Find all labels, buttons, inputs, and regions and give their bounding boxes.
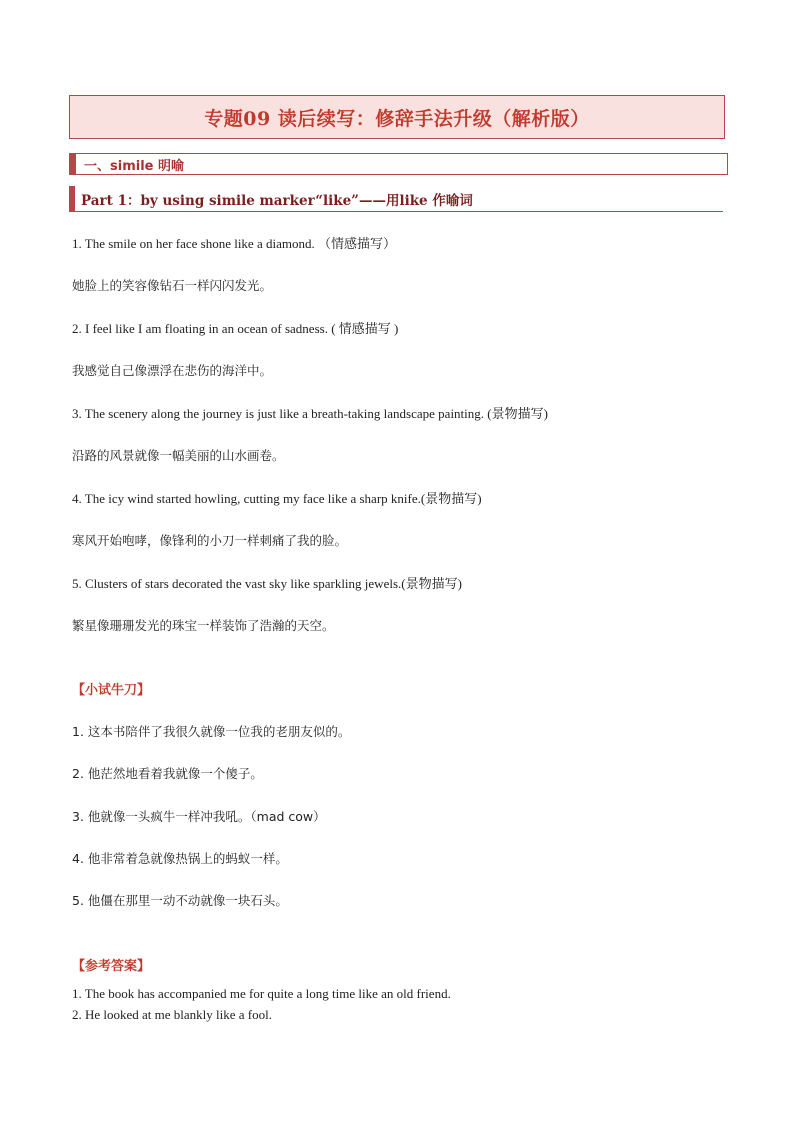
example-1-en: 1. The smile on her face shone like a diamond. （情感描写） (72, 236, 396, 251)
answer-1: 1. The book has accompanied me for quite a long time like an old friend. (72, 986, 451, 1001)
practice-item-5: 5. 他僵在那里一动不动就像一块石头。 (72, 893, 288, 908)
example-2-en: 2. I feel like I am floating in an ocean of sadness. ( 情感描写 ) (72, 321, 399, 336)
part-heading (69, 186, 723, 212)
example-1-zh: 她脸上的笑容像钻石一样闪闪发光。 (72, 278, 273, 293)
practice-item-1: 1. 这本书陪伴了我很久就像一位我的老朋友似的。 (72, 724, 351, 739)
section-heading-text: 一、simile 明喻 (84, 158, 184, 174)
practice-item-2: 2. 他茫然地看着我就像一个傻子。 (72, 766, 263, 781)
example-4-en: 4. The icy wind started howling, cutting my face like a sharp knife.(景物描写) (72, 491, 482, 506)
example-2-zh: 我感觉自己像漂浮在悲伤的海洋中。 (72, 363, 273, 378)
example-5-zh: 繁星像珊珊发光的珠宝一样装饰了浩瀚的天空。 (72, 618, 335, 633)
practice-item-3: 3. 他就像一头疯牛一样冲我吼。（mad cow） (72, 809, 326, 824)
practice-heading: 【小试牛刀】 (72, 683, 151, 698)
answer-2: 2. He looked at me blankly like a fool. (72, 1007, 273, 1022)
practice-item-4: 4. 他非常着急就像热锅上的蚂蚁一样。 (72, 851, 288, 866)
section-heading (69, 153, 728, 175)
page-title: 专题09 读后续写：修辞手法升级（解析版） (204, 107, 590, 130)
part-heading-text: Part 1：by using simile marker“like”——用like 作喻词 (81, 192, 473, 209)
example-4-zh: 寒风开始咆哮，像锋利的小刀一样刺痛了我的脸。 (72, 533, 348, 548)
answer-heading: 【参考答案】 (72, 959, 151, 974)
example-3-en: 3. The scenery along the journey is just like a breath-taking landscape painting. (景物描写) (72, 406, 548, 421)
example-5-en: 5. Clusters of stars decorated the vast sky like sparkling jewels.(景物描写) (72, 576, 462, 591)
title-box (69, 95, 725, 139)
example-3-zh: 沿路的风景就像一幅美丽的山水画卷。 (72, 448, 285, 463)
